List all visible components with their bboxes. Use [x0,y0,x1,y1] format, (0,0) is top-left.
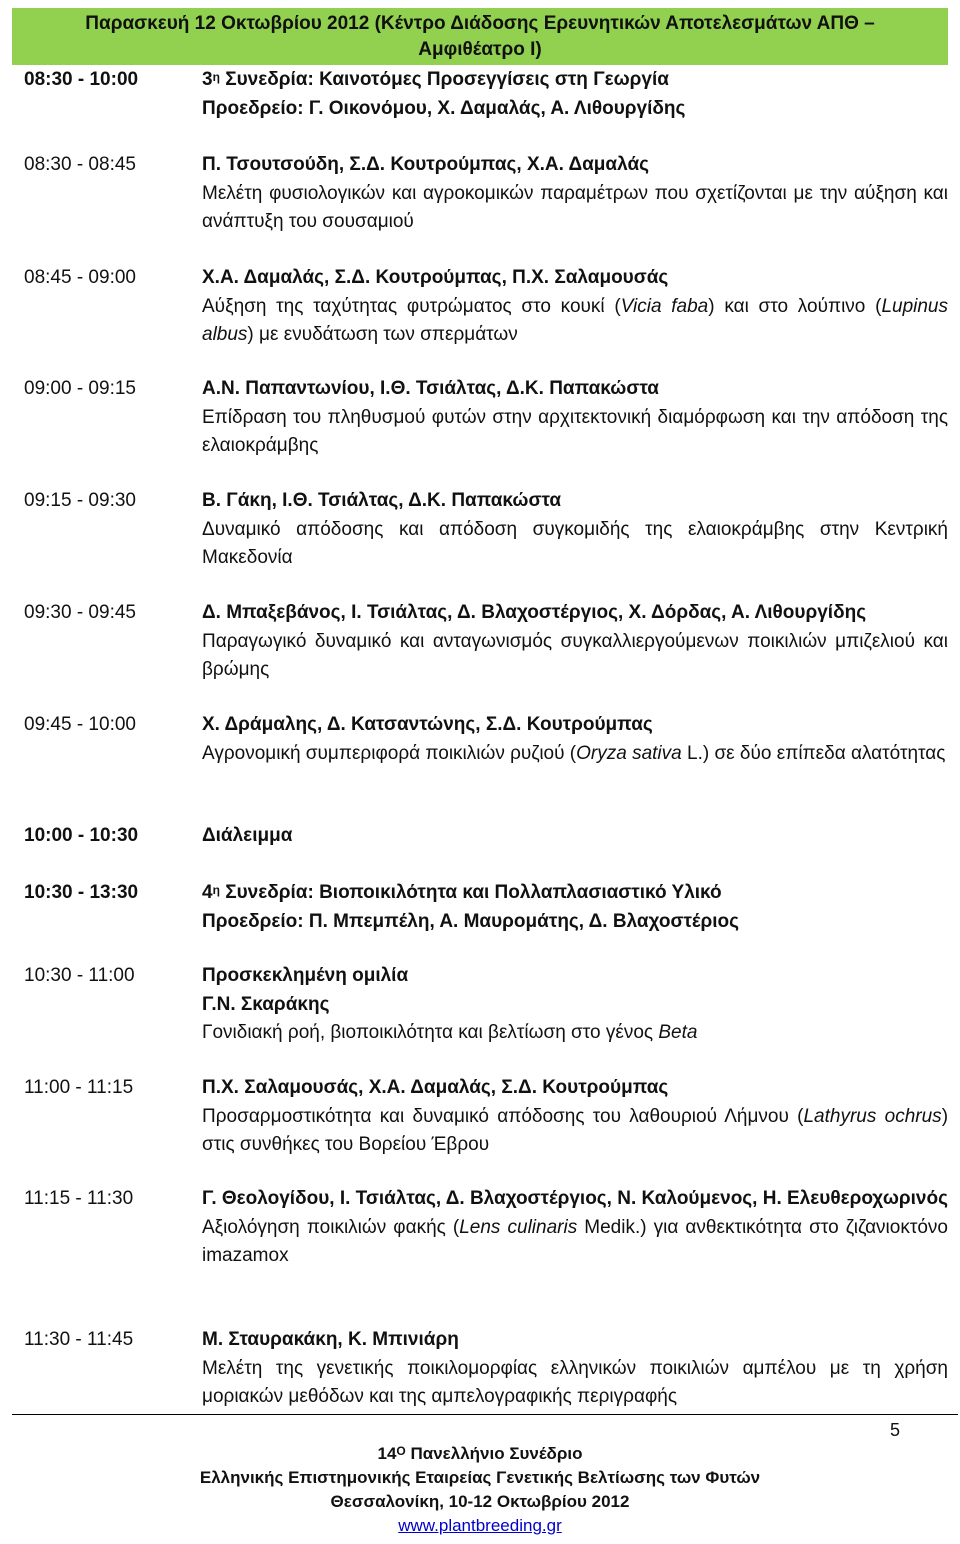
talk-title: Μελέτη της γενετικής ποικιλομορφίας ελληνικών ποικιλιών αμπέλου με τη χρήση μοριακών μεθόδων και της αμπελογραφικής περιγραφής [202,1357,948,1407]
session-title: $4^\eta$ Συνεδρία: Βιοποικιλότητα και Πολλαπλασιαστικό Υλικό [202,882,722,903]
session-chairs: Προεδρείο: Γ. Οικονόμου, Χ. Δαμαλάς, Α. Λιθουργίδης [202,97,686,119]
talk-title: Δυναμικό απόδοσης και απόδοση συγκομιδής της ελαιοκράμβης στην Κεντρική Μακεδονία [202,518,948,568]
talk-time: 11:30 - 11:45 [24,1329,134,1350]
talk-title: Προσαρμοστικότητα και δυναμικό απόδοσης του λαθουριού Λήμνου (Lathyrus ochrus) στις συνθήκες του Βορείου Έβρου [202,1105,949,1155]
talk-authors: Π. Τσουτσούδη, Σ.Δ. Κουτρούμπας, Χ.Α. Δαμαλάς [202,154,650,175]
talk-title: Αύξηση της ταχύτητας φυτρώματος στο κουκί (Vicia faba) και στο λούπινο (Lupinus albus) με ενυδάτωση των σπερμάτων [202,295,948,345]
footer [0,1442,960,1538]
talk-time: 11:00 - 11:15 [24,1077,134,1098]
footer-line2: Ελληνικής Επιστημονικής Εταιρείας Γενετικής Βελτίωσης των Φυτών [199,1468,761,1487]
session-chairs: Προεδρείο: Π. Μπεμπέλη, Α. Μαυρομάτης, Δ. Βλαχοστέριος [202,910,740,932]
talk-time: 08:45 - 09:00 [24,267,136,288]
session-title: $3^\eta$ Συνεδρία: Καινοτόμες Προσεγγίσεις στη Γεωργία [202,69,669,90]
talk-title: Παραγωγικό δυναμικό και ανταγωνισμός συγκαλλιεργούμενων ποικιλιών μπιζελιού και βρώμης [202,630,948,680]
talk-title: Μελέτη φυσιολογικών και αγροκομικών παραμέτρων που σχετίζονται με την αύξηση και ανάπτυξη του σουσαμιού [202,182,948,232]
session-time: 08:30 - 10:00 [24,69,139,90]
footer-line3: Θεσσαλονίκη, 10-12 Οκτωβρίου 2012 [330,1492,630,1511]
talk-time: 10:30 - 11:00 [24,965,135,986]
talk-time: 09:15 - 09:30 [24,490,136,511]
day-header [12,8,948,65]
page-number: 5 [890,1420,901,1440]
talk-authors: Γ.Ν. Σκαράκης [202,993,330,1015]
talk-authors: Β. Γάκη, Ι.Θ. Τσιάλτας, Δ.Κ. Παπακώστα [202,490,562,511]
talk-title: Αγρονομική συμπεριφορά ποικιλιών ρυζιού (Oryza sativa L.) σε δύο επίπεδα αλατότητας [202,742,946,764]
talk-time: 11:15 - 11:30 [24,1188,134,1209]
talk-time: 08:30 - 08:45 [24,154,136,175]
talk-authors: Π.Χ. Σαλαμουσάς, Χ.Α. Δαμαλάς, Σ.Δ. Κουτρούμπας [202,1077,669,1098]
break-time: 10:00 - 10:30 [24,825,139,846]
talk-label: Προσκεκλημένη ομιλία [202,965,409,986]
talk-authors: Γ. Θεολογίδου, Ι. Τσιάλτας, Δ. Βλαχοστέργιος, Ν. Καλούμενος, Η. Ελευθεροχωρινός [202,1188,948,1209]
talk-time: 09:00 - 09:15 [24,378,136,399]
talk-authors: Χ.Α. Δαμαλάς, Σ.Δ. Κουτρούμπας, Π.Χ. Σαλαμουσάς [202,267,669,288]
footer-line1: $14^O$ Πανελλήνιο Συνέδριο [377,1444,583,1463]
talk-authors: Μ. Σταυρακάκη, Κ. Μπινιάρη [202,1329,459,1350]
talk-title: Γονιδιακή ροή, βιοποικιλότητα και βελτίωση στο γένος Beta [202,1022,698,1043]
talk-time: 09:30 - 09:45 [24,602,136,623]
talk-authors: Δ. Μπαξεβάνος, Ι. Τσιάλτας, Δ. Βλαχοστέργιος, Χ. Δόρδας, Α. Λιθουργίδης [202,602,867,623]
talk-authors: Α.Ν. Παπαντωνίου, Ι.Θ. Τσιάλτας, Δ.Κ. Παπακώστα [202,378,659,399]
footer-website-link[interactable]: www.plantbreeding.gr [398,1516,562,1535]
day-header-line1: Παρασκευή 12 Οκτωβρίου 2012 (Κέντρο Διάδοσης Ερευνητικών Αποτελεσμάτων ΑΠΘ – [85,13,875,34]
talk-time: 09:45 - 10:00 [24,714,136,735]
footer-divider [12,1414,958,1415]
talk-authors: Χ. Δράμαλης, Δ. Κατσαντώνης, Σ.Δ. Κουτρούμπας [202,714,653,735]
session-time: 10:30 - 13:30 [24,882,139,903]
day-header-line2: Αμφιθέατρο Ι) [418,39,542,60]
talk-title: Επίδραση του πληθυσμού φυτών στην αρχιτεκτονική διαμόρφωση και την απόδοση της ελαιοκράμβης [202,406,948,456]
break-label: Διάλειμμα [202,825,293,846]
talk-title: Αξιολόγηση ποικιλιών φακής (Lens culinaris Medik.) για ανθεκτικότητα στο ζιζανιοκτόνο imazamox [202,1216,948,1266]
